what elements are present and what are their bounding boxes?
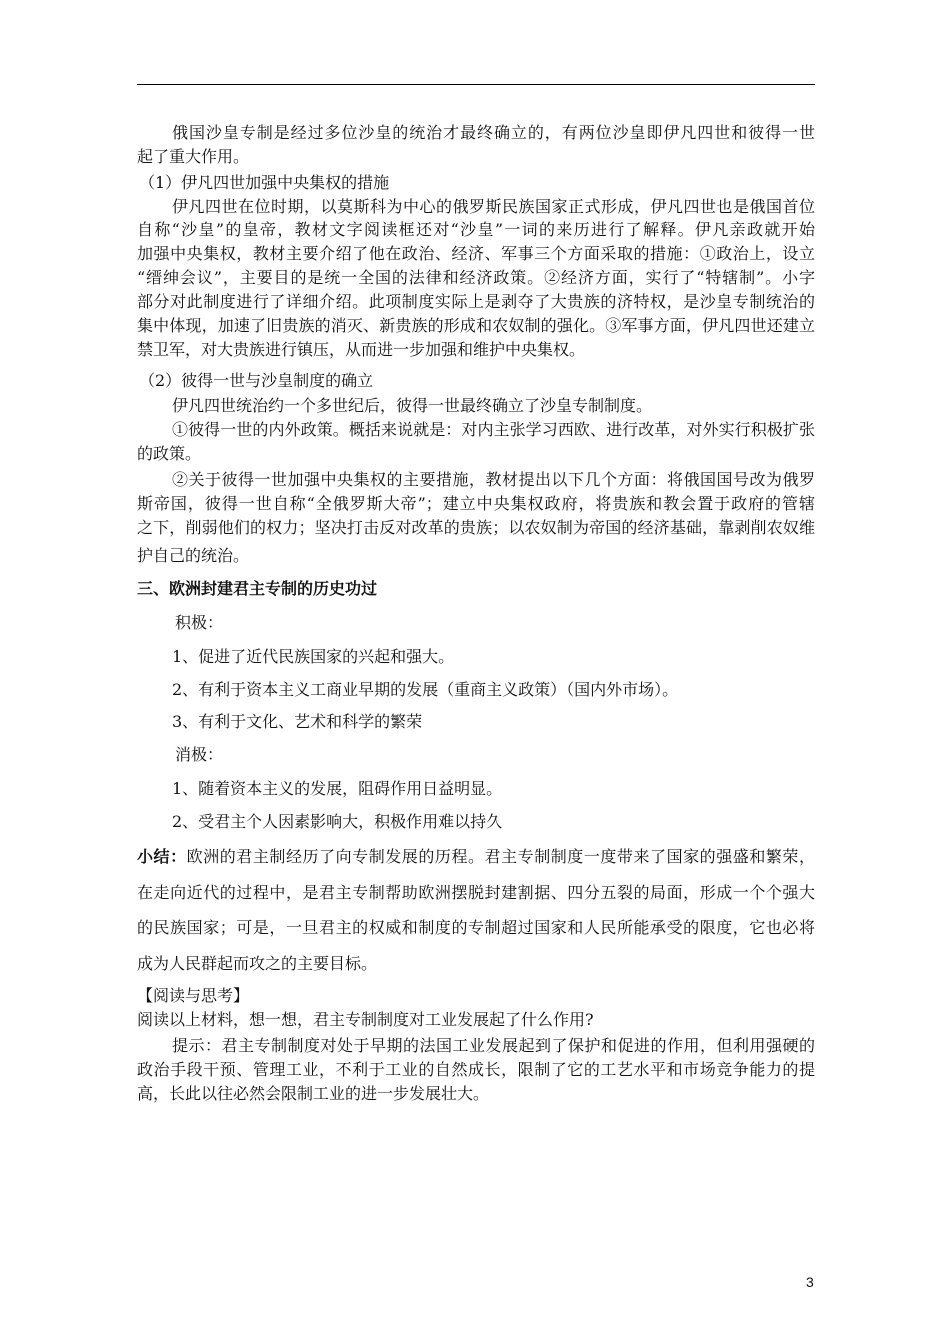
- positive-item: 1、促进了近代民族国家的兴起和强大。: [172, 647, 455, 666]
- body-line: 之下，削弱他们的权力；坚决打击反对改革的贵族；以农奴制为帝国的经济基础，靠剥削农奴维: [137, 518, 815, 537]
- negative-label: 消极：: [175, 745, 224, 764]
- intro-line: 俄国沙皇专制是经过多位沙皇的统治才最终确立的，有两位沙皇即伊凡四世和彼得一世: [172, 123, 815, 142]
- body-line: 自称“沙皇”的皇帝，教材文字阅读框还对“沙皇”一词的来历进行了解释。伊凡亲政就开始: [137, 220, 815, 239]
- summary-text: 欧洲的君主制经历了向专制发展的历程。君主专制制度一度带来了国家的强盛和繁荣，: [186, 847, 815, 866]
- summary-line: 成为人民群起而攻之的主要目标。: [137, 954, 378, 973]
- body-line: ②关于彼得一世加强中央集权的主要措施，教材提出以下几个方面：将俄国国号改为俄罗: [172, 470, 815, 489]
- summary-line: [137, 845, 815, 869]
- summary-line: 的民族国家；可是，一旦君主的权威和制度的专制超过国家和人民所能承受的限度，它也必将: [137, 918, 815, 937]
- reading-question: 阅读以上材料，想一想，君主专制制度对工业发展起了什么作用?: [137, 1010, 594, 1029]
- body-line: 部分对此制度进行了详细介绍。此项制度实际上是剥夺了大贵族的济特权，是沙皇专制统治的: [137, 292, 815, 311]
- intro-line: 起了重大作用。: [137, 147, 250, 166]
- section-3-title: 三、欧洲封建君主专制的历史功过: [137, 579, 378, 598]
- section-1-heading: （1）伊凡四世加强中央集权的措施: [139, 173, 390, 192]
- body-line: 的政策。: [137, 444, 202, 463]
- body-line: 斯帝国，彼得一世自称“全俄罗斯大帝”；建立中央集权政府，将贵族和教会置于政府的管辖: [137, 494, 815, 513]
- body-line: 集中体现，加速了旧贵族的消灭、新贵族的形成和农奴制的强化。③军事方面，伊凡四世还建立: [137, 316, 815, 335]
- summary-label: 小结：: [137, 847, 187, 866]
- body-line: 加强中央集权，教材主要介绍了他在政治、经济、军事三个方面采取的措施：①政治上，设立: [137, 244, 815, 263]
- page-number: 3: [806, 1274, 814, 1290]
- body-line: “缙绅会议”，主要目的是统一全国的法律和经济政策。②经济方面，实行了“特辖制”。小字: [137, 268, 815, 287]
- positive-item: 2、有利于资本主义工商业早期的发展（重商主义政策）（国内外市场）。: [172, 680, 679, 699]
- negative-item: 2、受君主个人因素影响大，积极作用难以持久: [172, 812, 503, 831]
- body-line: ①彼得一世的内外政策。概括来说就是：对内主张学习西欧、进行改革，对外实行积极扩张: [172, 420, 815, 439]
- hint-line: 提示：君主专制制度对处于早期的法国工业发展起到了保护和促进的作用，但利用强硬的: [172, 1036, 815, 1055]
- positive-label: 积极：: [175, 613, 224, 632]
- positive-item: 3、有利于文化、艺术和科学的繁荣: [172, 712, 423, 731]
- hint-line: 政治手段干预、管理工业，不利于工业的自然成长，限制了它的工艺水平和市场竞争能力的提: [137, 1060, 815, 1079]
- body-line: 伊凡四世统治约一个多世纪后，彼得一世最终确立了沙皇专制制度。: [172, 396, 653, 415]
- summary-line: 在走向近代的过程中，是君主专制帮助欧洲摆脱封建割据、四分五裂的局面，形成一个个强大: [137, 883, 815, 902]
- body-line: 护自己的统治。: [137, 546, 250, 565]
- hint-line: 高，长此以往必然会限制工业的进一步发展壮大。: [137, 1084, 490, 1103]
- section-2-heading: （2）彼得一世与沙皇制度的确立: [139, 371, 374, 390]
- header-rule: [137, 84, 815, 85]
- body-line: 伊凡四世在位时期，以莫斯科为中心的俄罗斯民族国家正式形成，伊凡四世也是俄国首位: [172, 197, 815, 216]
- reading-heading: 【阅读与思考】: [137, 986, 250, 1005]
- body-line: 禁卫军，对大贵族进行镇压，从而进一步加强和维护中央集权。: [137, 340, 586, 359]
- negative-item: 1、随着资本主义的发展，阻碍作用日益明显。: [172, 779, 503, 798]
